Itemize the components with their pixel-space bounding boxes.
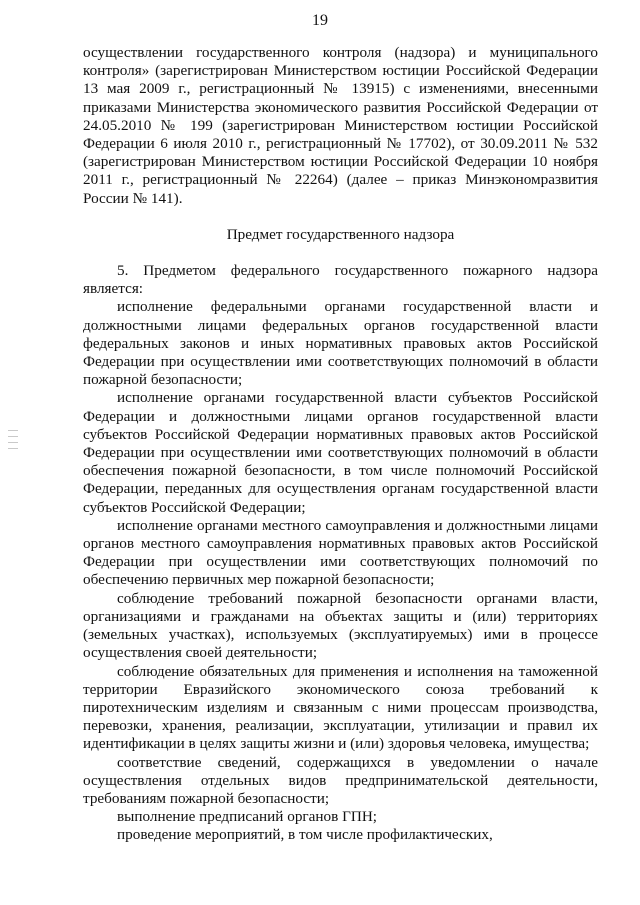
scan-artifact — [8, 448, 18, 449]
section-heading: Предмет государственного надзора — [226, 225, 455, 243]
scan-artifact — [8, 442, 18, 443]
paragraph-item-5: 5. Предметом федерального государственного пожарного надзора является: — [83, 262, 598, 298]
paragraph-measures: проведение мероприятий, в том числе профилактических, — [117, 826, 493, 844]
scan-artifact — [8, 430, 18, 431]
paragraph-orders-execution: выполнение предписаний органов ГПН; — [117, 808, 378, 826]
paragraph-fire-safety-compliance: соблюдение требований пожарной безопасности органами власти, организациями и гражданами на объектах защиты и (или) территориях (земельных участках), используемых (эксплуатируемых) ими в процессе осуществления своей деятельности; — [83, 589, 598, 662]
paragraph-notification-compliance: соответствие сведений, содержащихся в уведомлении о начале осуществления отдельных видов предпринимательской деятельности, требованиям пожарной безопасности; — [83, 753, 598, 807]
paragraph-pyrotechnics: соблюдение обязательных для применения и исполнения на таможенной территории Евразийского экономического союза требований к пиротехническим изделиям и связанным с ними процессам производства, перевозки, хранения, реализации, эксплуатации, утилизации и правил их идентификации в целях защиты жизни и (или) здоровья человека, имущества; — [83, 662, 598, 753]
paragraph-federal-bodies: исполнение федеральными органами государственной власти и должностными лицами федеральных органов государственной власти федеральных законов и иных нормативных правовых актов Российской Федерации при осуществлении ими соответствующих полномочий в области пожарной безопасности; — [83, 298, 598, 389]
intro-paragraph: осуществлении государственного контроля (надзора) и муниципального контроля» (зарегистрирован Министерством юстиции Российской Федерации 13 мая 2009 г., регистрационный № 13915) с изменениями, внесенными приказами Министерства экономического развития Российской Федерации от 24.05.2010 № 199 (зарегистрирован Министерством юстиции Российской Федерации 6 июля 2010 г., регистрационный № 17702), от 30.09.2011 № 532 (зарегистрирован Министерством юстиции Российской Федерации 10 ноября 2011 г., регистрационный № 22264) (далее – приказ Минэкономразвития России № 141). — [83, 44, 598, 207]
paragraph-regional-bodies: исполнение органами государственной власти субъектов Российской Федерации и должностными лицами органов государственной власти субъектов Российской Федерации нормативных правовых актов Российской Федерации при осуществлении ими соответствующих полномочий в области обеспечения пожарной безопасности, в том числе полномочий Российской Федерации, переданных для осуществления органам государственной власти субъектов Российской Федерации; — [83, 389, 598, 516]
document-body — [83, 44, 598, 845]
scan-artifact — [8, 436, 18, 437]
paragraph-local-government: исполнение органами местного самоуправления и должностными лицами органов местного самоуправления нормативных правовых актов Российской Федерации при осуществлении ими соответствующих полномочий по обеспечению первичных мер пожарной безопасности; — [83, 516, 598, 589]
page-number: 19 — [312, 12, 328, 29]
